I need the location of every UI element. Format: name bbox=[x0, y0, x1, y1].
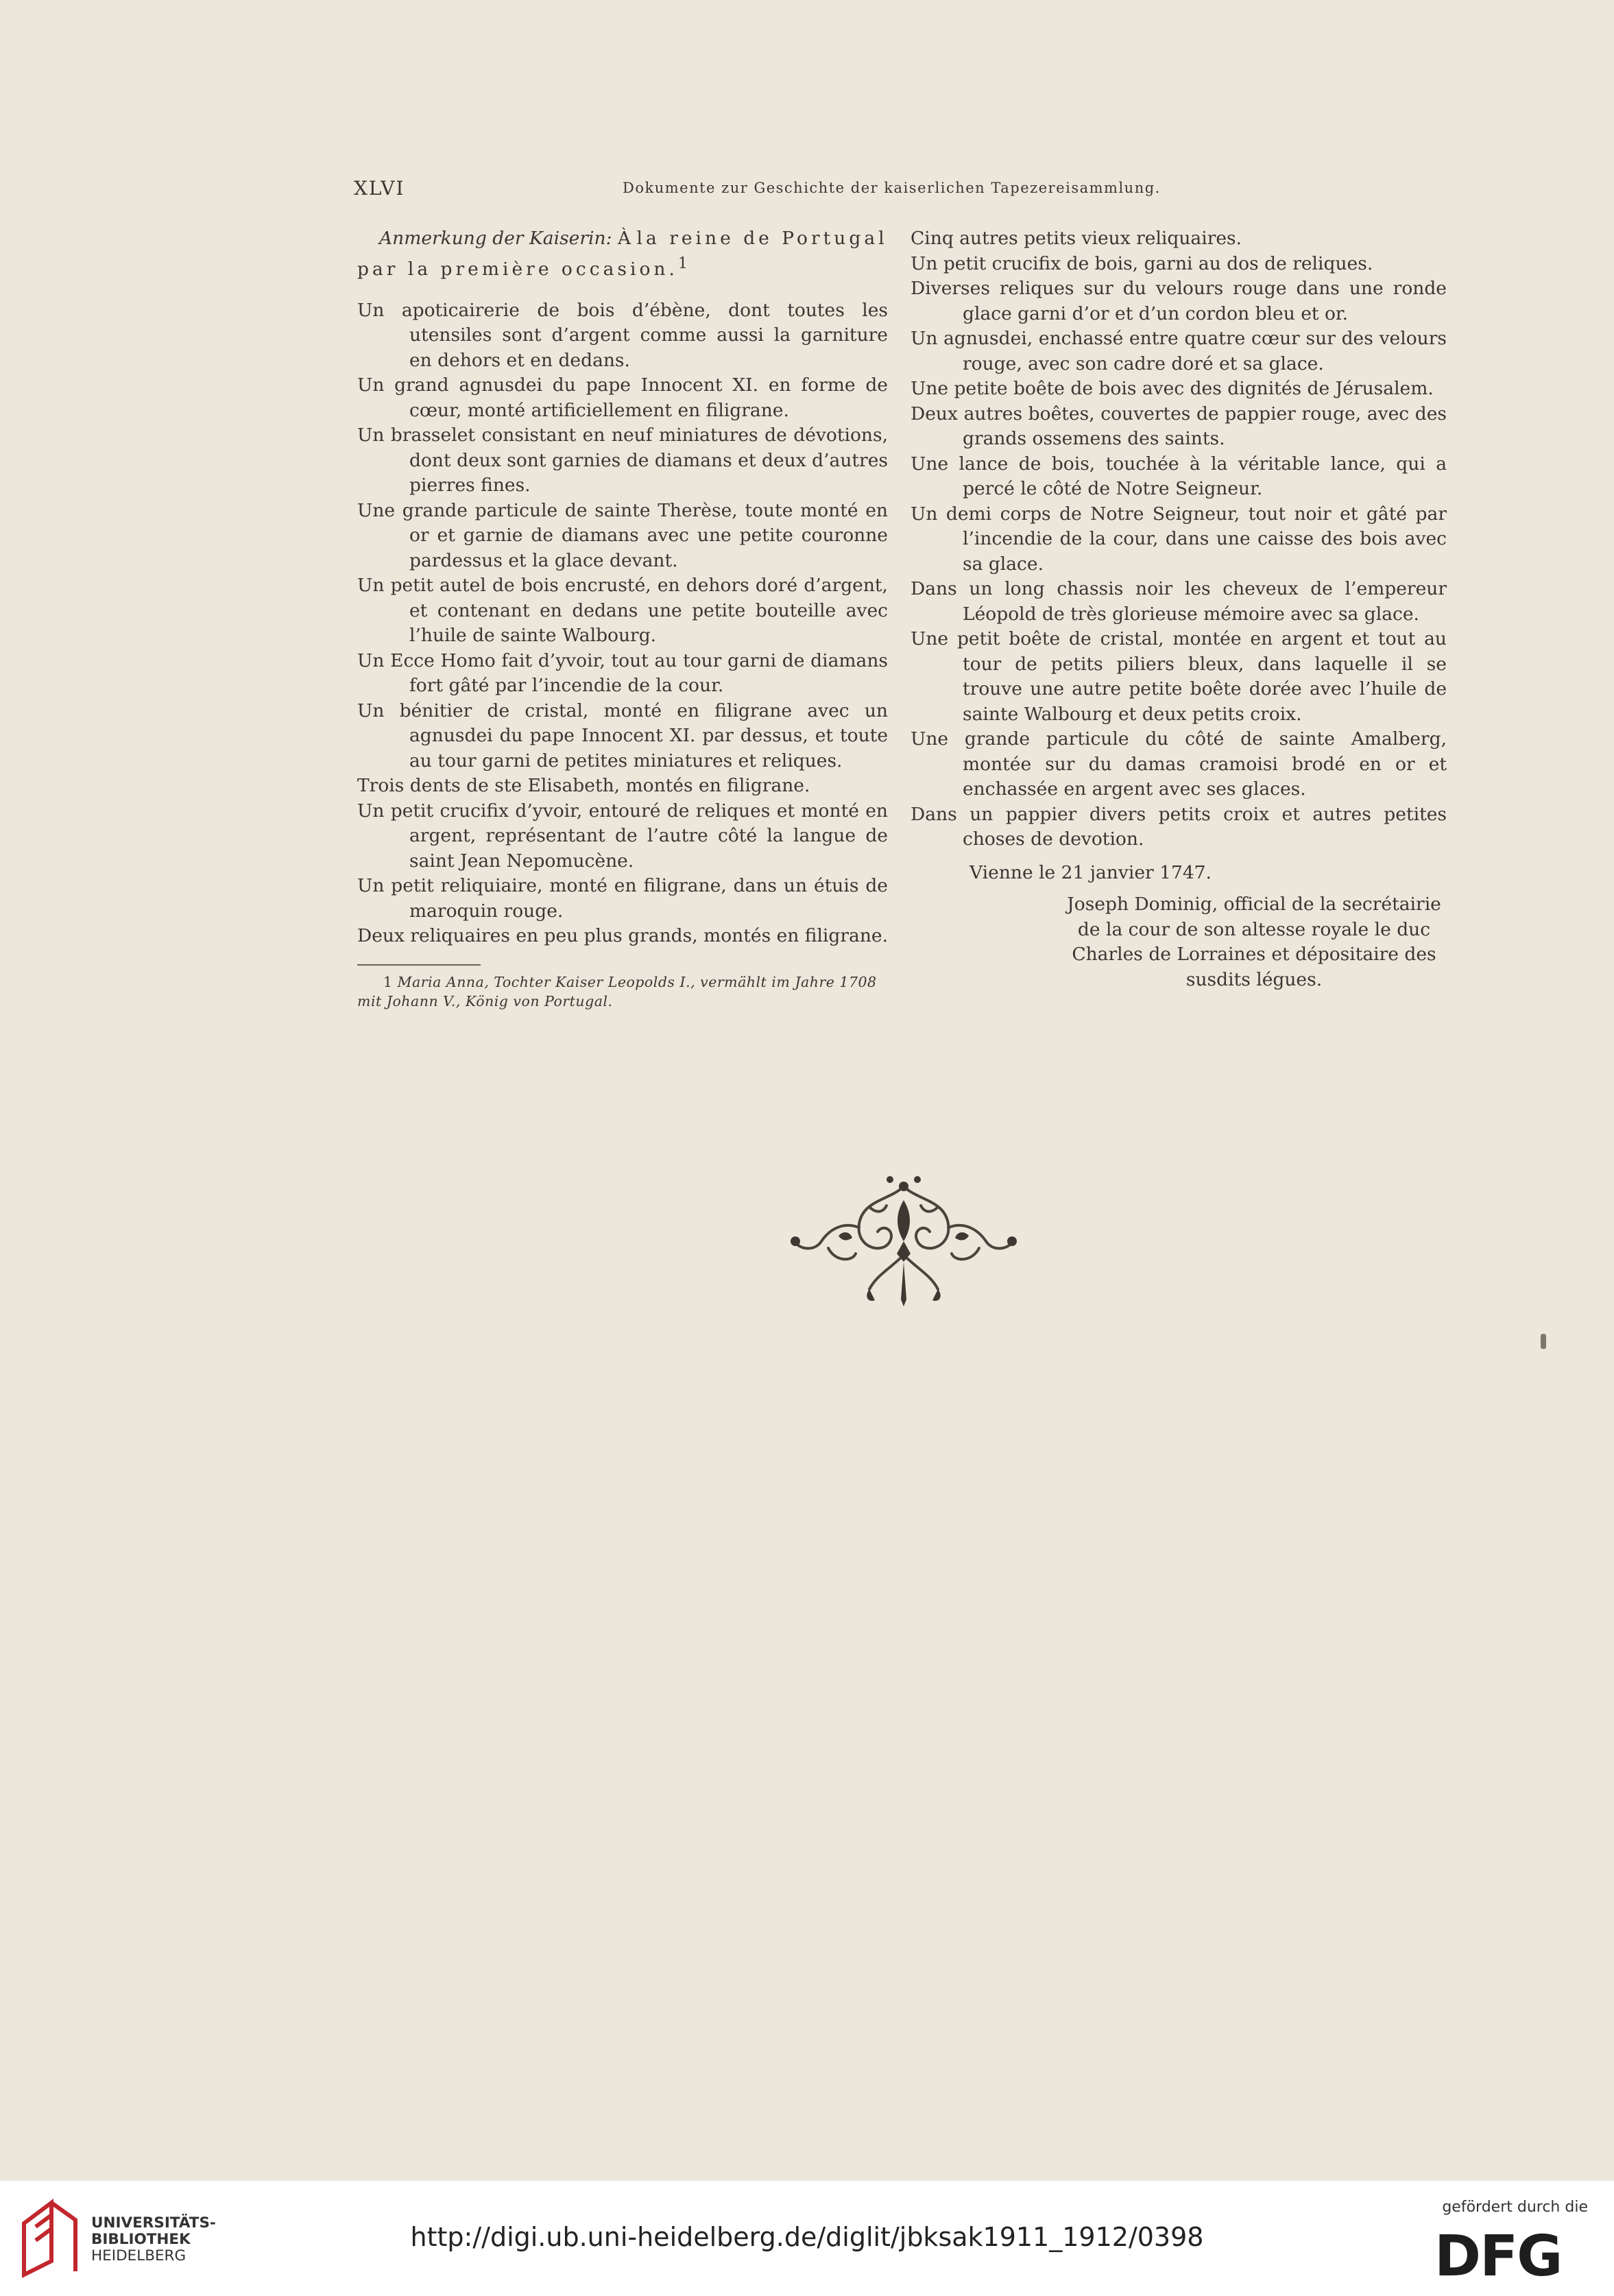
library-name-line: BIBLIOTHEK bbox=[91, 2231, 191, 2248]
dfg-logo: DFG bbox=[1434, 2224, 1562, 2289]
list-item: Un bénitier de cristal, monté en filigrane avec un agnusdei du pape Innocent XI. par dessus, et toute au tour garni de petites miniatures et reliques. bbox=[357, 699, 888, 772]
list-item: Un petit autel de bois encrusté, en dehors doré d’argent, et contenant en dedans une petite bouteille avec l’huile de sainte Walbourg. bbox=[357, 575, 888, 647]
list-item: Deux reliquaires en peu plus grands, montés en filigrane. bbox=[357, 925, 888, 947]
list-item: Une lance de bois, touchée à la véritable lance, qui a percé le côté de Notre Seigneur. bbox=[911, 453, 1447, 499]
signature-block bbox=[1061, 892, 1447, 992]
funded-by-label: gefördert durch die bbox=[1442, 2199, 1588, 2216]
list-item: Un demi corps de Notre Seigneur, tout noir et gâté par l’incendie de la cour, dans une caisse des bois avec sa glace. bbox=[911, 503, 1447, 575]
running-title: Dokumente zur Geschichte der kaiserlichen Tapezereisammlung. bbox=[623, 180, 1161, 196]
list-item: Un agnusdei, enchassé entre quatre cœur sur des velours rouge, avec son cadre doré et sa glace. bbox=[911, 328, 1447, 374]
source-url-link[interactable]: http://digi.ub.uni-heidelberg.de/diglit/jbksak1911_1912/0398 bbox=[410, 2222, 1204, 2252]
annotation-a: À bbox=[612, 228, 637, 249]
list-item: Dans un long chassis noir les cheveux de l’empereur Léopold de très glorieuse mémoire avec sa glace. bbox=[911, 578, 1447, 625]
list-item: Un apoticairerie de bois d’ébène, dont toutes les utensiles sont d’argent comme aussi la garniture en dehors et en dedans. bbox=[357, 299, 888, 371]
list-item: Un Ecce Homo fait d’yvoir, tout au tour garni de diamans fort gâté par l’incendie de la cour. bbox=[357, 649, 888, 697]
annotation-label: Anmerkung der Kaiserin: bbox=[379, 228, 612, 249]
digitization-footer bbox=[0, 2181, 1614, 2296]
list-item: Un brasselet consistant en neuf miniatures de dévotions, dont deux sont garnies de diamans et deux d’autres pierres fines. bbox=[357, 424, 888, 497]
list-item: Un petit crucifix d’yvoir, entouré de reliques et monté en argent, représentant de l’autre côté la langue de saint Jean Nepomucène. bbox=[357, 800, 888, 872]
page-edge-mark bbox=[1541, 1334, 1546, 1349]
footnote bbox=[357, 972, 888, 1011]
running-header bbox=[354, 177, 1161, 204]
library-name-line: UNIVERSITÄTS- bbox=[91, 2214, 216, 2232]
signature-line: de la cour de son altesse royale le duc bbox=[1077, 918, 1431, 940]
list-item: Une petit boête de cristal, montée en argent et tout au tour de petits piliers bleux, dans laquelle il se trouve une autre petite boête dorée avec l’huile de sainte Walbourg et deux petits croix. bbox=[911, 628, 1447, 725]
dateline: Vienne le 21 janvier 1747. bbox=[969, 861, 1212, 883]
library-name-line: HEIDELBERG bbox=[91, 2247, 186, 2264]
list-item: Une grande particule du côté de sainte Amalberg, montée sur du damas cramoisi brodé en or et enchassée en argent avec ses glaces. bbox=[911, 728, 1447, 800]
annotation-intro bbox=[357, 226, 888, 282]
list-item: Trois dents de ste Elisabeth, montés en filigrane. bbox=[357, 775, 810, 797]
list-item: Un grand agnusdei du pape Innocent XI. en forme de cœur, monté artificiellement en filigrane. bbox=[357, 374, 888, 421]
list-item: Cinq autres petits vieux reliquaires. bbox=[911, 228, 1242, 249]
list-item: Diverses reliques sur du velours rouge dans une ronde glace garni d’or et d’un cordon bleu et or. bbox=[911, 278, 1447, 324]
left-column bbox=[357, 226, 888, 1011]
list-item: Un petit reliquiaire, monté en filigrane, dans un étuis de maroquin rouge. bbox=[357, 875, 888, 922]
list-item: Un petit crucifix de bois, garni au dos de reliques. bbox=[911, 252, 1373, 274]
annotation-spaced-text: la reine de Portugal par la première occasion. bbox=[357, 228, 888, 280]
list-item: Une grande particule de sainte Therèse, toute monté en or et garnie de diamans avec une petite couronne pardessus et la glace devant. bbox=[357, 499, 888, 571]
footnote-rule bbox=[357, 964, 481, 966]
footnote-text: Maria Anna, Tochter Kaiser Leopolds I., vermählt im Jahre 1708 mit Johann V., König von Portugal. bbox=[357, 973, 877, 1009]
page-folio: XLVI bbox=[354, 177, 405, 200]
signature-line: susdits légues. bbox=[1185, 968, 1323, 990]
signature-line: Charles de Lorraines et dépositaire des bbox=[1072, 944, 1436, 965]
list-item: Deux autres boêtes, couvertes de pappier rouge, avec des grands ossemens des saints. bbox=[911, 403, 1447, 449]
footnote-mark: 1 bbox=[383, 973, 393, 990]
right-column bbox=[911, 226, 1447, 992]
floral-vignette-icon bbox=[787, 1173, 1020, 1310]
list-item: Dans un pappier divers petits croix et autres petites choses de devotion. bbox=[911, 803, 1447, 850]
signature-line: Joseph Dominig, official de la secrétairie bbox=[1067, 894, 1441, 915]
footnote-ref: 1 bbox=[677, 254, 688, 272]
list-item: Une petite boête de bois avec des dignités de Jérusalem. bbox=[911, 378, 1434, 399]
